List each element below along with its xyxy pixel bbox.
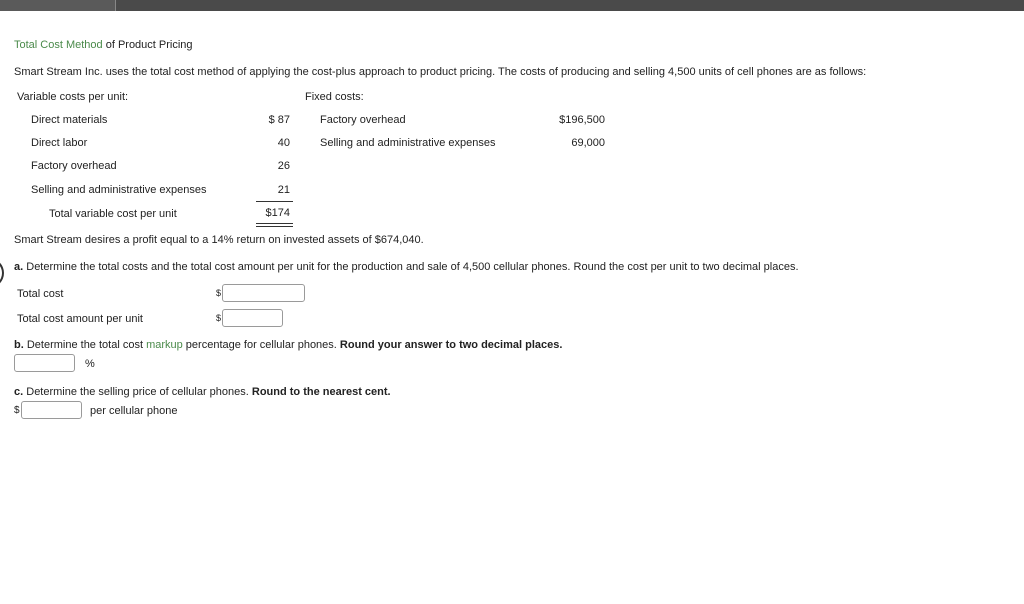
toolbar-segment — [0, 0, 116, 11]
profit-text: Smart Stream desires a profit equal to a 14% return on invested assets of $674,040. — [14, 234, 424, 246]
top-toolbar — [0, 0, 1024, 11]
currency-symbol: $ — [216, 288, 222, 298]
double-rule-top — [256, 223, 293, 224]
part-b-bold: Round your answer to two decimal places. — [339, 339, 563, 351]
part-a-text: Determine the total costs and the total cost amount per unit for the production and sale of 4,500 cellular phones. Round the cost per unit to two decimal places. — [23, 261, 799, 273]
total-variable-label: Total variable cost per unit — [49, 208, 177, 220]
percent-unit: % — [85, 358, 95, 370]
variable-costs-heading: Variable costs per unit: — [17, 91, 129, 103]
markup-link[interactable]: markup — [146, 339, 183, 351]
part-c-letter: c. — [14, 386, 24, 398]
subtotal-rule — [256, 201, 293, 202]
fixed-row-value: $196,500 — [559, 114, 605, 126]
total-cost-input[interactable] — [222, 284, 305, 302]
variable-row-label: Direct labor — [31, 137, 88, 149]
markup-input[interactable] — [14, 354, 75, 372]
part-c-prompt — [14, 386, 391, 398]
variable-row-value: 21 — [277, 184, 290, 196]
fixed-costs-heading: Fixed costs: — [305, 91, 364, 103]
variable-row-value: 40 — [277, 137, 290, 149]
variable-row-label: Selling and administrative expenses — [31, 184, 207, 196]
part-c-bold: Round to the nearest cent. — [251, 386, 391, 398]
intro-text: Smart Stream Inc. uses the total cost method of applying the cost-plus approach to product pricing. The costs of producing and selling 4,500 units of cell phones are as follows: — [14, 66, 867, 78]
variable-row-value: $ 87 — [268, 114, 290, 126]
part-b-letter: b. — [14, 339, 24, 351]
fixed-row-label: Selling and administrative expenses — [320, 137, 496, 149]
variable-row-label: Factory overhead — [31, 160, 117, 172]
selling-price-input[interactable] — [21, 401, 82, 419]
variable-row-label: Direct materials — [31, 114, 108, 126]
part-b-prompt — [14, 339, 562, 351]
selling-price-unit: per cellular phone — [90, 405, 178, 417]
per-unit-label: Total cost amount per unit — [17, 313, 143, 325]
title-rest: of Product Pricing — [102, 39, 193, 51]
currency-symbol: $ — [216, 313, 222, 323]
fixed-row-value: 69,000 — [571, 137, 605, 149]
per-unit-input[interactable] — [222, 309, 283, 327]
variable-row-value: 26 — [277, 160, 290, 172]
focus-indicator — [0, 258, 4, 288]
part-b-text-pre: Determine the total cost — [23, 339, 147, 351]
currency-symbol: $ — [14, 405, 20, 416]
part-b-text-post: percentage for cellular phones. — [182, 339, 340, 351]
double-rule-bottom — [256, 226, 293, 227]
title-link[interactable]: Total Cost Method — [14, 39, 103, 51]
total-variable-value: $174 — [265, 207, 290, 219]
part-a-prompt — [14, 261, 799, 273]
page-title — [14, 39, 193, 51]
part-a-letter: a. — [14, 261, 24, 273]
part-c-text: Determine the selling price of cellular phones. — [23, 386, 252, 398]
fixed-row-label: Factory overhead — [320, 114, 406, 126]
total-cost-label: Total cost — [17, 288, 64, 300]
